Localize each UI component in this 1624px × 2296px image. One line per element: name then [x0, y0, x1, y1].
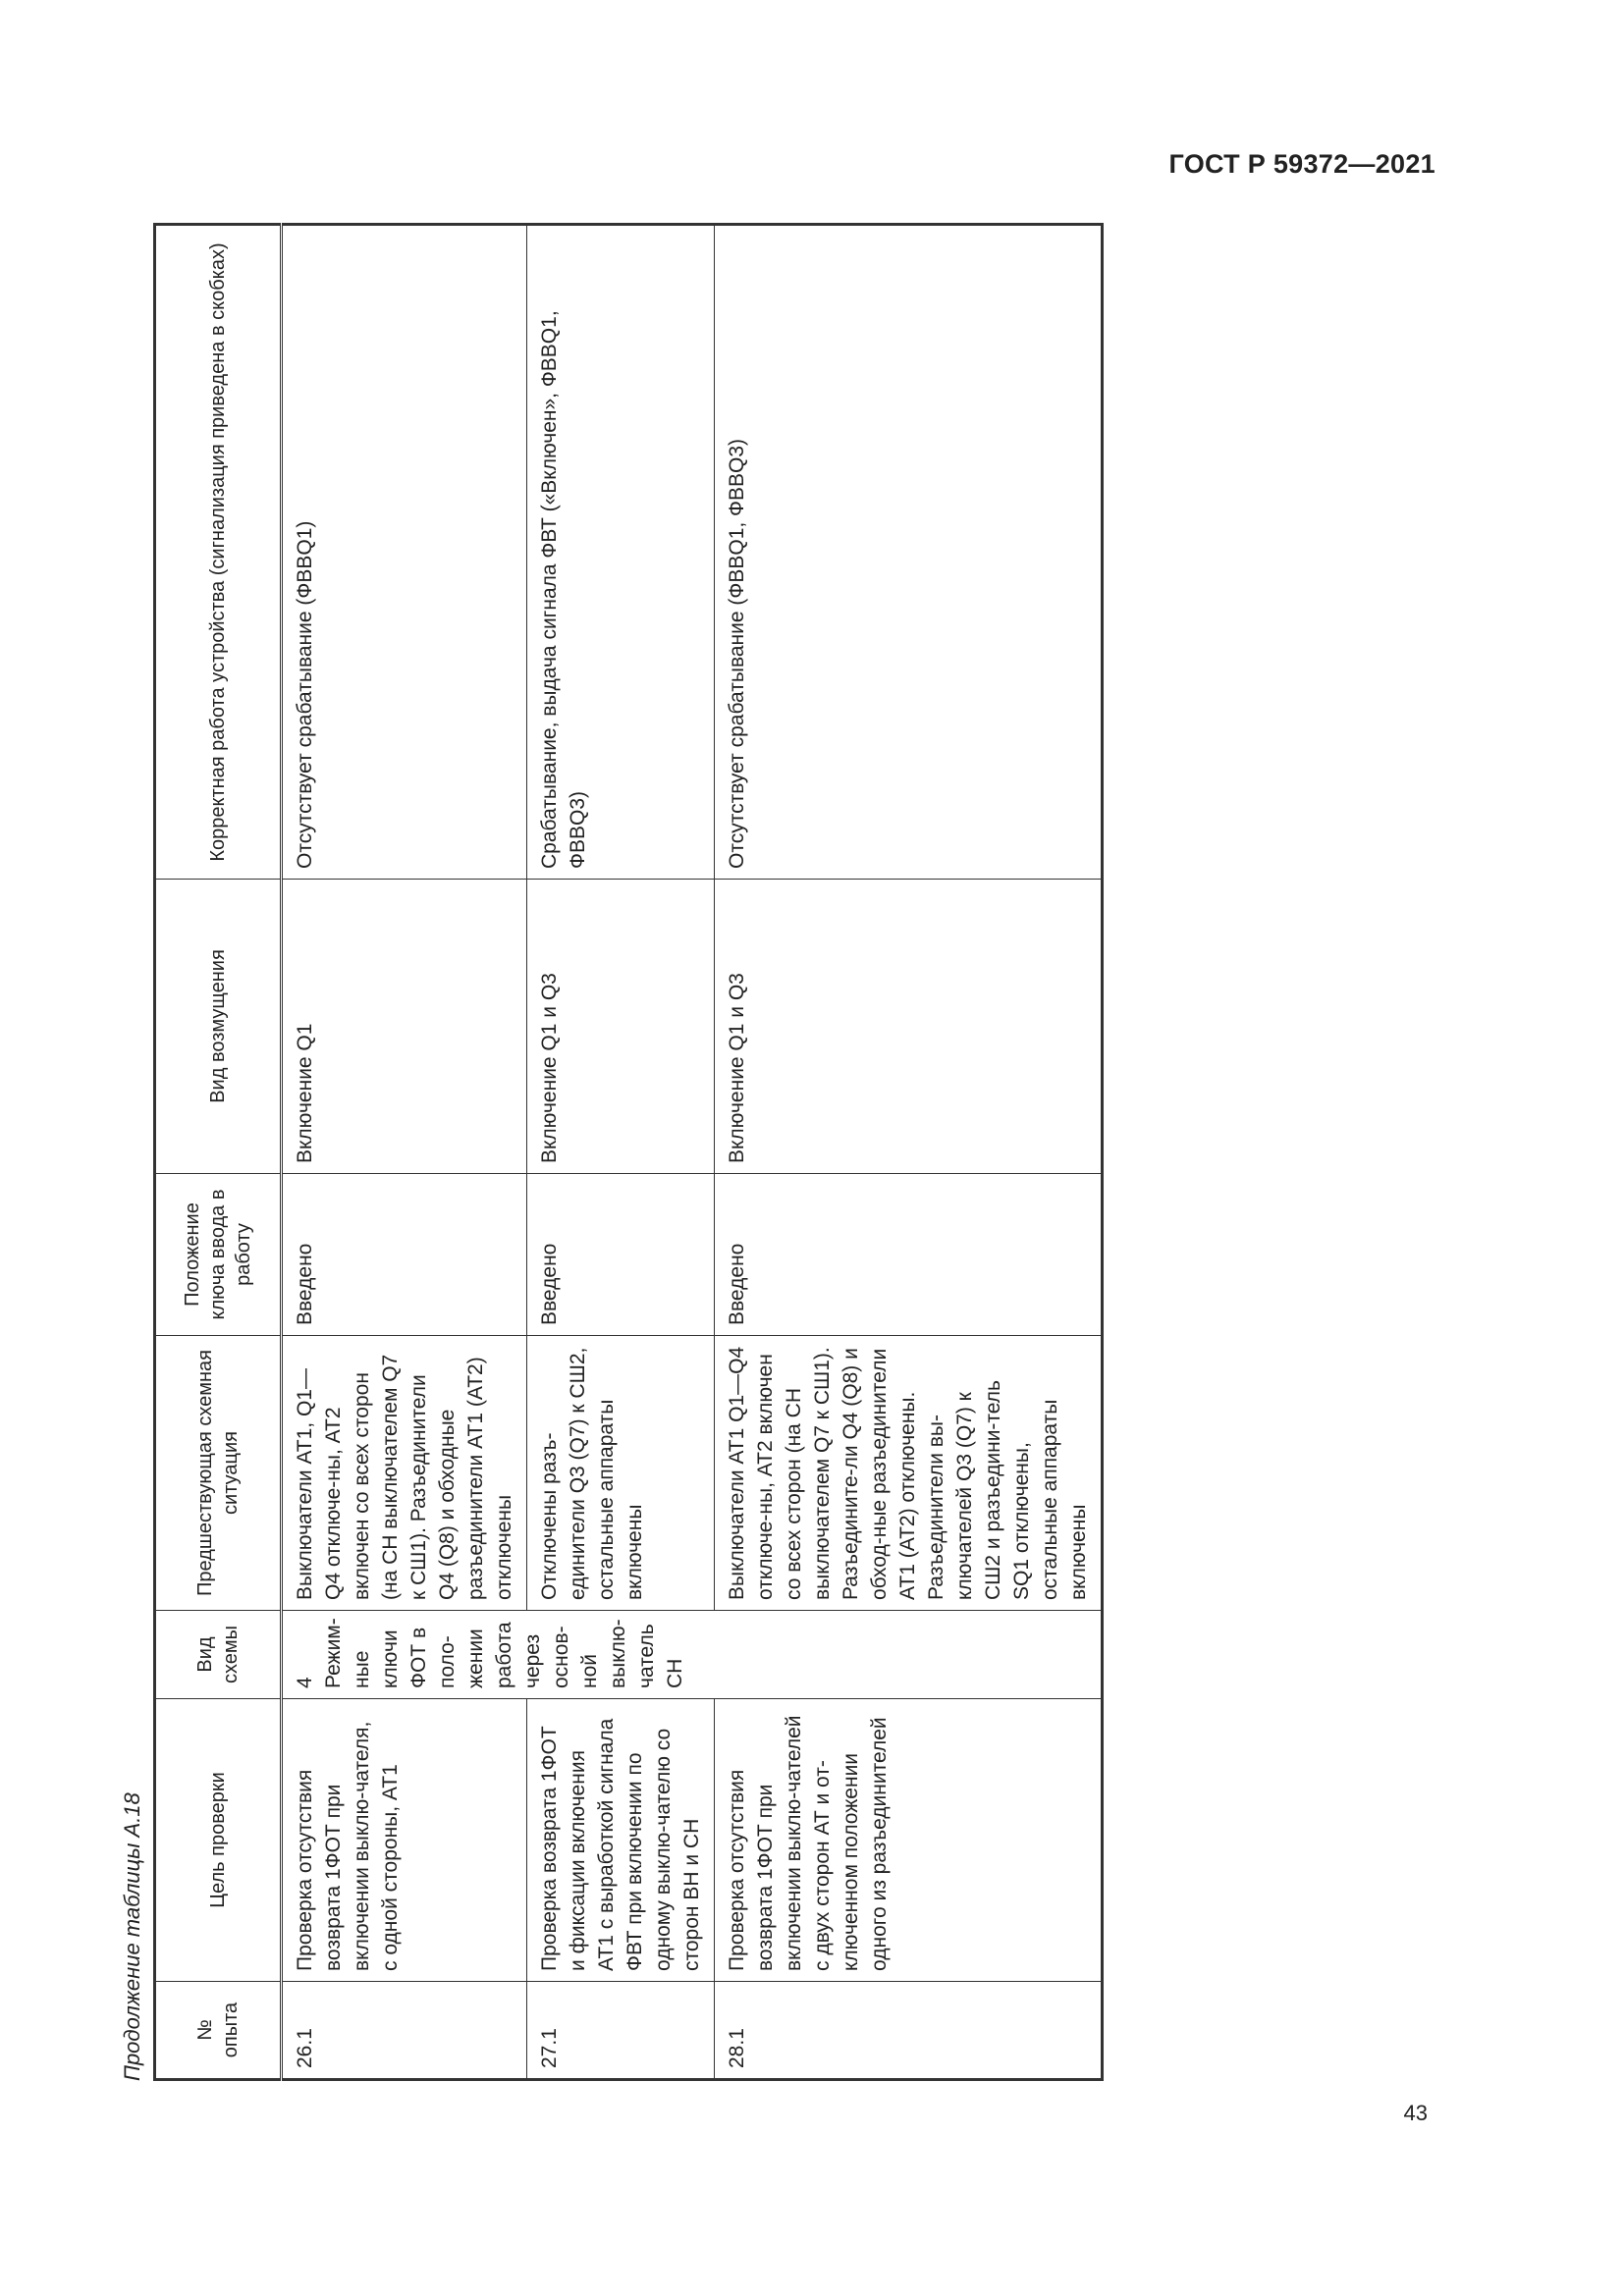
table-caption: Продолжение таблицы А.18: [120, 1792, 144, 2081]
cell-disturbance: Включение Q1 и Q3: [715, 880, 1103, 1174]
column-header-prior: Предшествующая схемная ситуация: [155, 1336, 282, 1611]
cell-key: Введено: [527, 1174, 715, 1336]
cell-result: Отсутствует срабатывание (ФВВQ1, ФВВQ3): [715, 225, 1103, 880]
table-row: [527, 225, 715, 2080]
test-table: [153, 223, 1104, 2081]
cell-num: 27.1: [527, 1982, 715, 2080]
cell-disturbance: Включение Q1 и Q3: [527, 880, 715, 1174]
cell-num: 28.1: [715, 1982, 1103, 2080]
cell-prior: Выключатели АТ1, Q1—Q4 отключе-ны, АТ2 включен со всех сторон (на СН выключателем Q7 к СШ1). Разъединители Q4 (Q8) и обходные разъединители АТ1 (АТ2) отключены: [282, 1336, 527, 1611]
cell-num: 26.1: [282, 1982, 527, 2080]
column-header-goal: Цель проверки: [155, 1699, 282, 1982]
rotated-table-block: [118, 226, 1208, 2081]
cell-scheme: 4 Режим-ные ключи ФОТ в поло-жении работа через основ-ной выклю-чатель СН: [282, 1611, 1103, 1699]
table-row: [715, 225, 1103, 2080]
column-header-result: Корректная работа устройства (сигнализация приведена в скобках): [155, 225, 282, 880]
cell-key: Введено: [282, 1174, 527, 1336]
column-header-num: № опыта: [155, 1982, 282, 2080]
column-header-key: Положение ключа ввода в работу: [155, 1174, 282, 1336]
table-row: [282, 225, 527, 2080]
cell-prior: Выключатели АТ1 Q1—Q4 отключе-ны, АТ2 включен со всех сторон (на СН выключателем Q7 к СШ1). Разъедините-ли Q4 (Q8) и обход-ные разъединители АТ1 (АТ2) отключены. Разъединители вы-ключателей Q3 (Q7) к СШ2 и разъедини-тель SQ1 отключены, остальные аппараты включены: [715, 1336, 1103, 1611]
document-id: ГОСТ Р 59372—2021: [1168, 149, 1435, 179]
table-header-row: [155, 225, 282, 2080]
cell-goal: Проверка отсутствия возврата 1ФОТ при включении выклю-чателя, с одной стороны, АТ1: [282, 1699, 527, 1982]
cell-prior: Отключены разъ-единители Q3 (Q7) к СШ2, остальные аппараты включены: [527, 1336, 715, 1611]
column-header-scheme: Вид схемы: [155, 1611, 282, 1699]
cell-goal: Проверка отсутствия возврата 1ФОТ при включении выклю-чателей с двух сторон АТ и от-ключенном положении одного из разъединителей: [715, 1699, 1103, 1982]
column-header-disturbance: Вид возмущения: [155, 880, 282, 1174]
cell-disturbance: Включение Q1: [282, 880, 527, 1174]
cell-goal: Проверка возврата 1ФОТ и фиксации включения АТ1 с выработкой сигнала ФВТ при включении по одному выклю-чателю со сторон ВН и СН: [527, 1699, 715, 1982]
cell-result: Отсутствует срабатывание (ФВВQ1): [282, 225, 527, 880]
page-number: 43: [1403, 2101, 1428, 2125]
cell-key: Введено: [715, 1174, 1103, 1336]
cell-result: Срабатывание, выдача сигнала ФВТ («Включен», ФВВQ1, ФВВQ3): [527, 225, 715, 880]
